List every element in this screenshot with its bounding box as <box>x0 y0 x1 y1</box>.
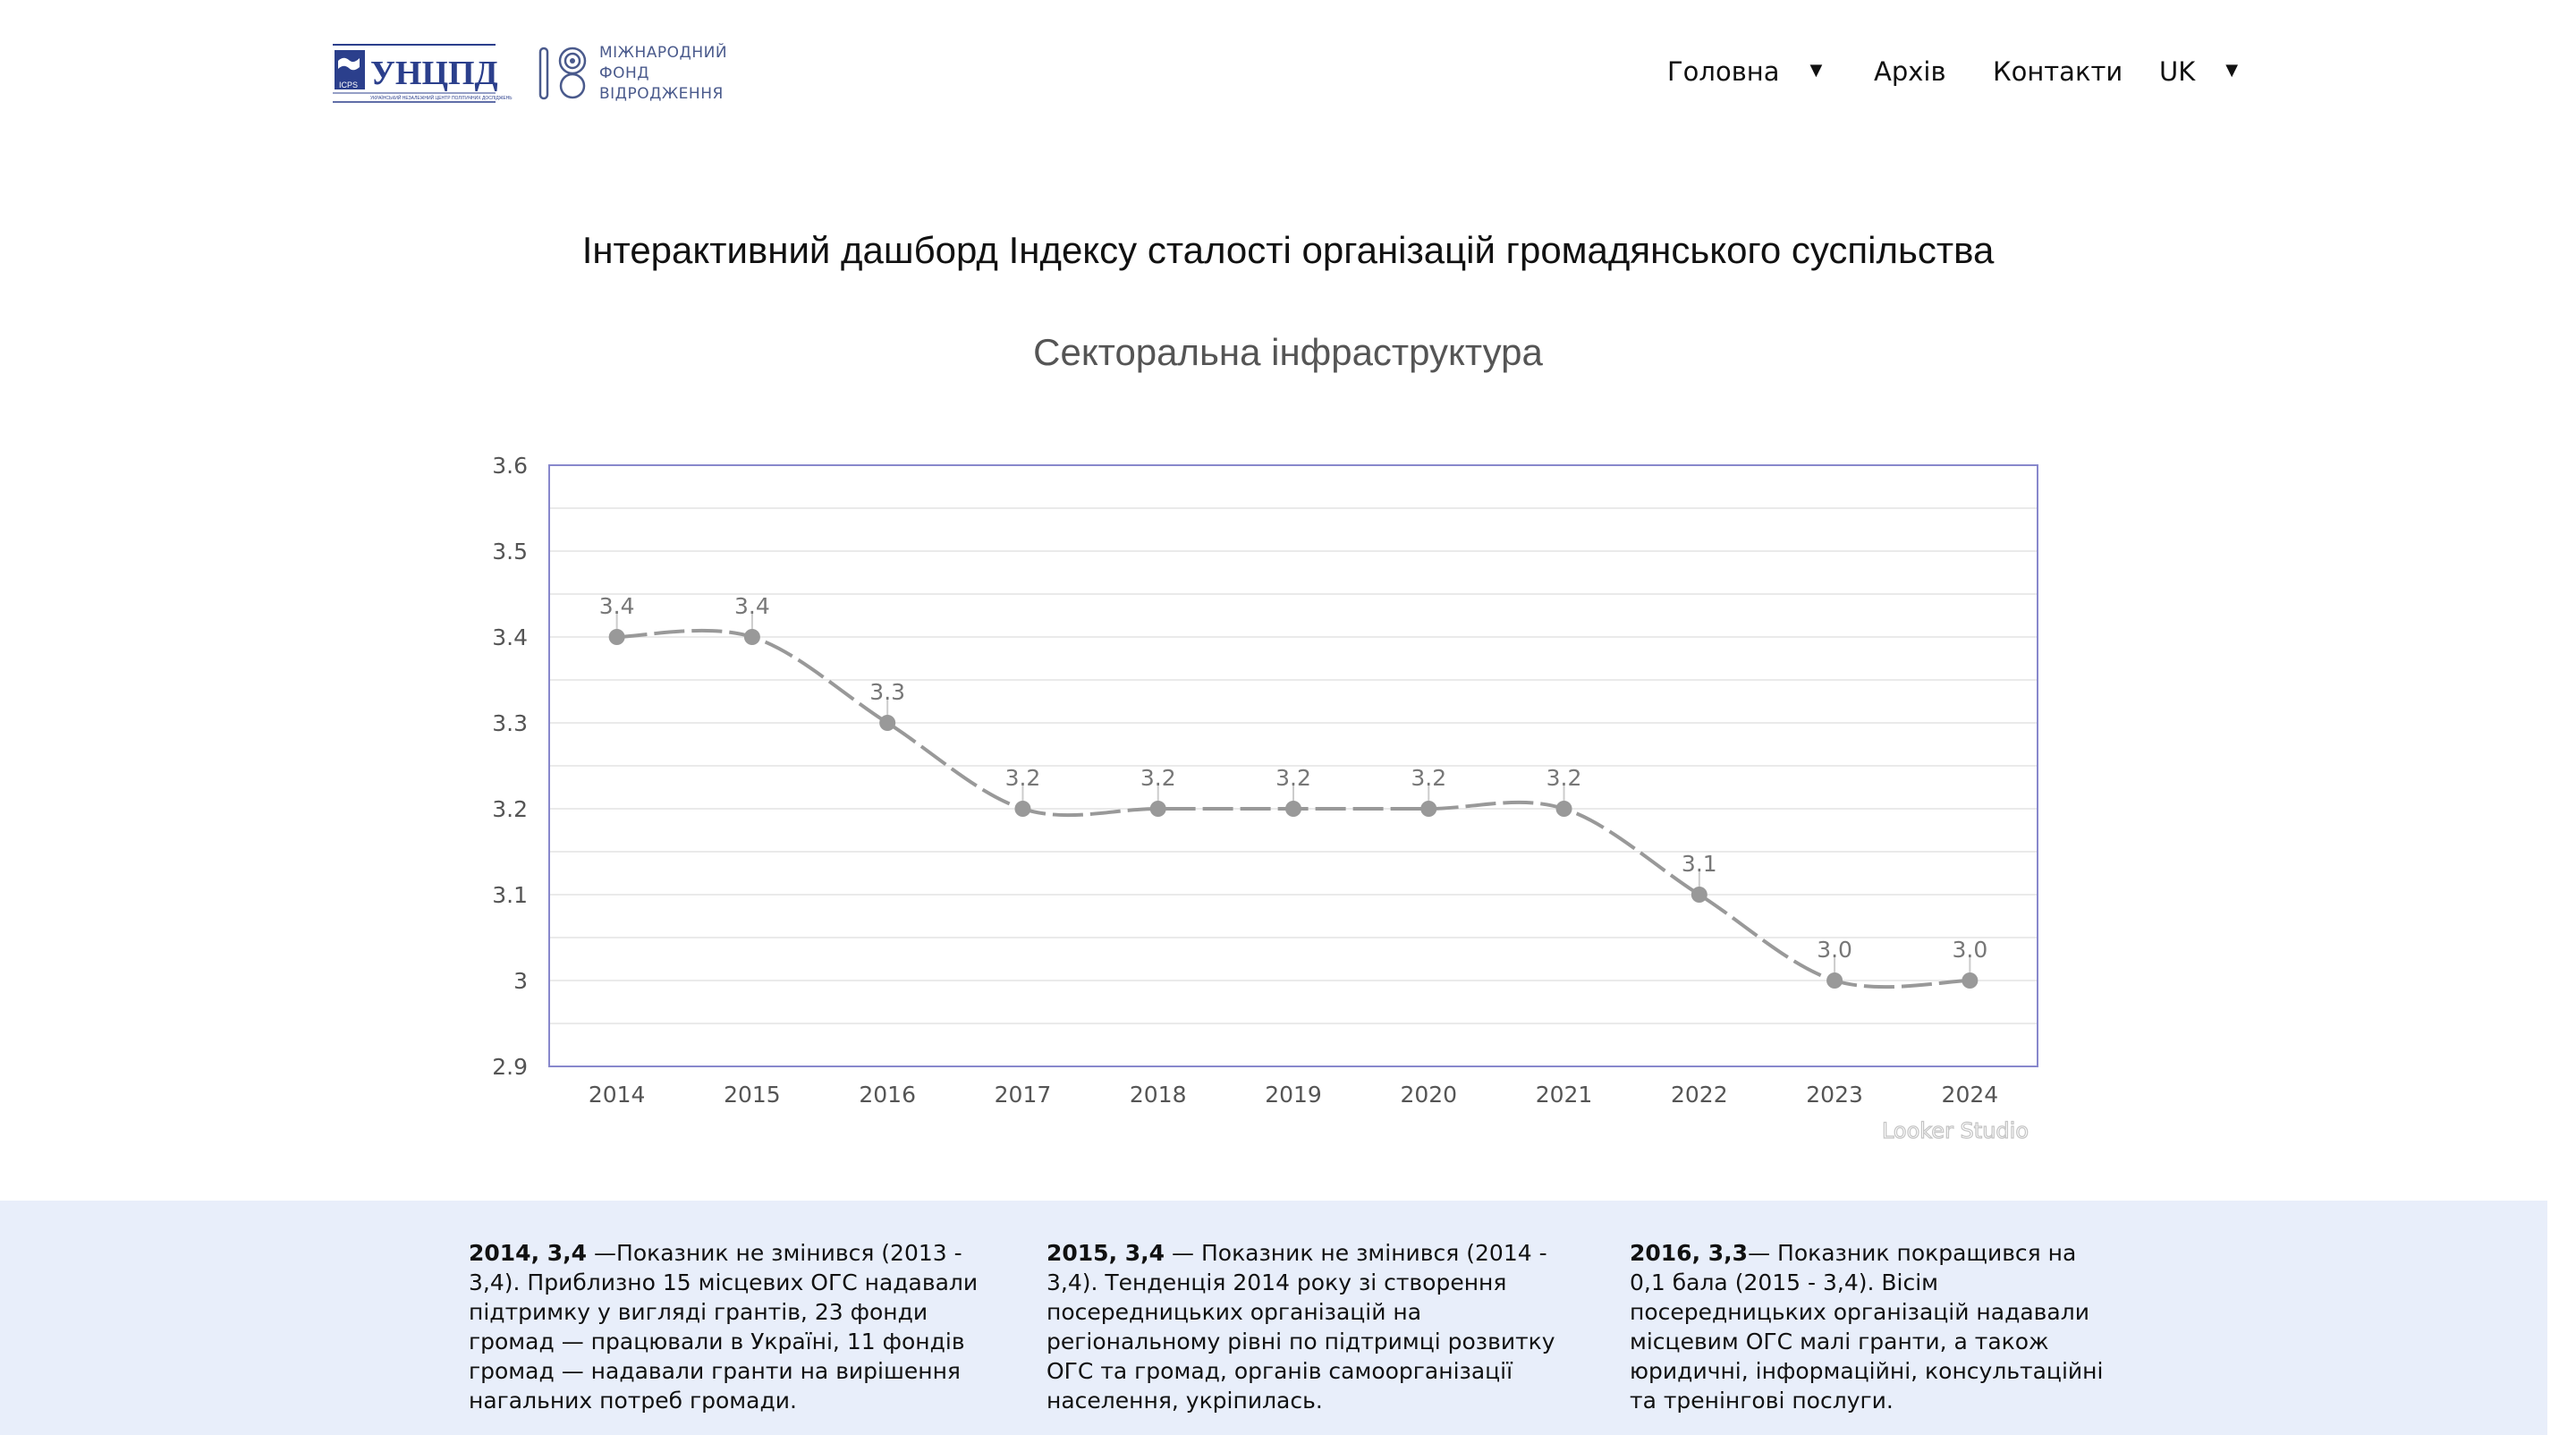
caret-down-icon[interactable]: ▼ <box>2225 61 2239 80</box>
note-heading: 2014, 3,4 <box>469 1240 588 1266</box>
data-point <box>879 715 895 731</box>
data-point <box>1014 801 1030 817</box>
nav-home-label: Головна <box>1667 56 1780 87</box>
site-header <box>0 0 2547 152</box>
data-point <box>1962 972 1978 989</box>
y-tick-label: 3.2 <box>492 796 528 822</box>
y-tick-label: 3 <box>513 968 528 994</box>
note-2014 <box>469 1238 996 1415</box>
data-label: 3.0 <box>1817 937 1852 963</box>
ucipr-sub-caption: УКРАЇНСЬКИЙ НЕЗАЛЕЖНИЙ ЦЕНТР ПОЛІТИЧНИХ ДОСЛІДЖЕНЬ <box>370 96 513 101</box>
ucipr-logo-name: УНЦПД <box>370 55 498 92</box>
y-tick-label: 3.5 <box>492 539 528 565</box>
x-tick-label: 2020 <box>1400 1082 1458 1108</box>
data-label: 3.2 <box>1004 765 1041 791</box>
nav-item-archive[interactable] <box>1874 54 1946 89</box>
data-point <box>1691 887 1707 903</box>
x-tick-label: 2023 <box>1806 1082 1863 1108</box>
data-label: 3.2 <box>1140 765 1176 791</box>
nav-item-contacts[interactable] <box>1993 54 2123 89</box>
x-tick-label: 2017 <box>994 1082 1052 1108</box>
y-tick-label: 3.6 <box>492 453 528 479</box>
note-heading: 2015, 3,4 <box>1046 1240 1165 1266</box>
data-point <box>744 629 760 645</box>
data-point <box>1420 801 1436 817</box>
note-heading: 2016, 3,3 <box>1630 1240 1749 1266</box>
x-tick-label: 2021 <box>1535 1082 1593 1108</box>
x-tick-label: 2019 <box>1265 1082 1322 1108</box>
data-label: 3.1 <box>1681 851 1717 877</box>
data-label: 3.2 <box>1411 765 1447 791</box>
data-point <box>1556 801 1572 817</box>
chart-title: Секторальна інфраструктура <box>1033 331 1543 373</box>
note-text: — Показник не змінився (2014 - 3,4). Тенденція 2014 року зі створення посередницьких організацій на регіональному рівні по підтримці розвитку ОГС та громад, органів самоорганізації населення, укріпилась. <box>1046 1240 1555 1414</box>
note-2016 <box>1630 1238 2113 1415</box>
caret-down-icon[interactable]: ▼ <box>1809 61 1823 80</box>
data-label: 3.2 <box>1546 765 1582 791</box>
x-tick-label: 2018 <box>1129 1082 1187 1108</box>
line-chart <box>465 438 2075 1154</box>
y-tick-label: 3.3 <box>492 710 528 736</box>
nav-item-home[interactable] <box>1667 54 1822 91</box>
note-text: —Показник не змінився (2013 - 3,4). Приблизно 15 місцевих ОГС надавали підтримку у вигляді грантів, 23 фонди громад — працювали в Україні, 11 фондів громад — надавали гранти на вирішення нагальних потреб громади. <box>469 1240 979 1414</box>
x-tick-label: 2016 <box>859 1082 916 1108</box>
data-label: 3.0 <box>1952 937 1988 963</box>
nav-item-language[interactable] <box>2159 54 2238 91</box>
nav-contacts-label: Контакти <box>1993 56 2123 87</box>
data-point <box>1826 972 1843 989</box>
page-title: Інтерактивний дашборд Індексу сталості організацій громадянського суспільства <box>581 229 1995 271</box>
note-2015 <box>1046 1238 1574 1415</box>
x-tick-label: 2022 <box>1671 1082 1728 1108</box>
y-tick-label: 3.1 <box>492 882 528 908</box>
nav-archive-label: Архів <box>1874 56 1946 87</box>
data-label: 3.2 <box>1275 765 1311 791</box>
irf-line-2: ФОНД <box>599 64 650 82</box>
data-label: 3.4 <box>734 593 770 619</box>
chart-svg <box>465 438 2075 1154</box>
data-label: 3.3 <box>869 679 906 705</box>
data-label: 3.4 <box>598 593 635 619</box>
y-tick-label: 3.4 <box>492 624 528 650</box>
note-text: — Показник покращився на 0,1 бала (2015 - 3,4). Вісім посередницьких організацій надавали місцевим ОГС малі гранти, а також юридичні, інформаційні, консультаційні та тренінгові послуги. <box>1630 1240 2104 1414</box>
looker-studio-watermark: Looker Studio <box>1881 1118 2029 1143</box>
main-nav <box>0 54 2547 89</box>
data-point <box>1285 801 1301 817</box>
x-tick-label: 2024 <box>1941 1082 1999 1108</box>
nav-language-label: UK <box>2159 56 2196 87</box>
y-tick-label: 2.9 <box>492 1054 528 1080</box>
data-point <box>1150 801 1166 817</box>
x-tick-label: 2015 <box>724 1082 781 1108</box>
irf-line-3: ВІДРОДЖЕННЯ <box>599 85 724 103</box>
data-point <box>609 629 625 645</box>
x-tick-label: 2014 <box>588 1082 646 1108</box>
irf-line-1: МІЖНАРОДНИЙ <box>599 44 728 62</box>
ucipr-top-line: ICPS <box>339 81 359 89</box>
